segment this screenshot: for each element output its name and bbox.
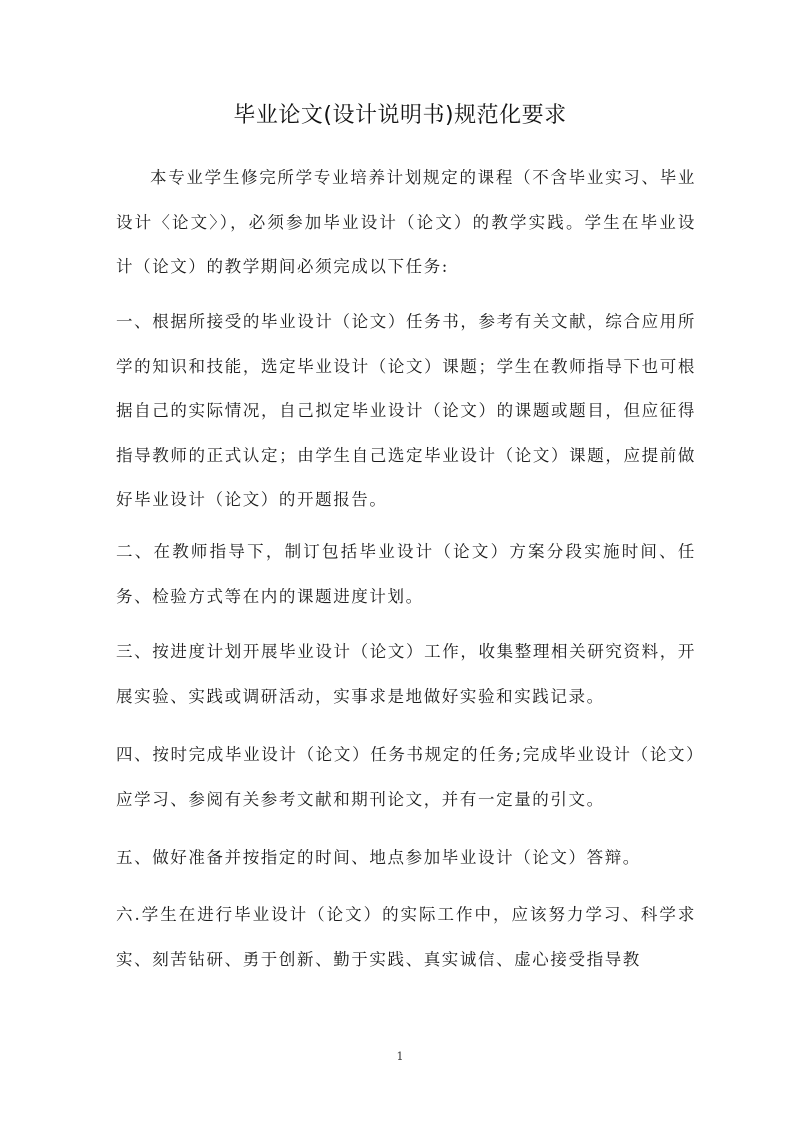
task-item-5: 五、做好准备并按指定的时间、地点参加毕业设计（论文）答辩。 (116, 848, 641, 867)
task-item-4: 四、按时完成毕业设计（论文）任务书规定的任务;完成毕业设计（论文）应学习、参阅有关参考文献和期刊论文，并有一定量的引文。 (116, 745, 696, 809)
task-item-2: 二、在教师指导下，制订包括毕业设计（论文）方案分段实施时间、任务、检验方式等在内的课题进度计划。 (116, 542, 696, 606)
intro-paragraph: 本专业学生修完所学专业培养计划规定的课程（不含毕业实习、毕业设计〈论文〉），必须参加毕业设计（论文）的教学实践。学生在毕业设计（论文）的教学期间必须完成以下任务: (116, 168, 696, 276)
task-item-1: 一、根据所接受的毕业设计（论文）任务书，参考有关文献，综合应用所学的知识和技能，选定毕业设计（论文）课题；学生在教师指导下也可根据自己的实际情况，自己拟定毕业设计（论文）的课题或题目，但应征得指导教师的正式认定；由学生自己选定毕业设计（论文）课题，应提前做好毕业设计（论文）的开题报告。 (116, 312, 696, 509)
document-title: 毕业论文(设计说明书)规范化要求 (233, 103, 567, 128)
page-number: 1 (396, 1050, 404, 1063)
task-item-3: 三、按进度计划开展毕业设计（论文）工作，收集整理相关研究资料，开展实验、实践或调研活动，实事求是地做好实验和实践记录。 (116, 642, 696, 706)
task-item-6: 六.学生在进行毕业设计（论文）的实际工作中，应该努力学习、科学求实、刻苦钻研、勇于创新、勤于实践、真实诚信、虚心接受指导教 (116, 905, 696, 969)
